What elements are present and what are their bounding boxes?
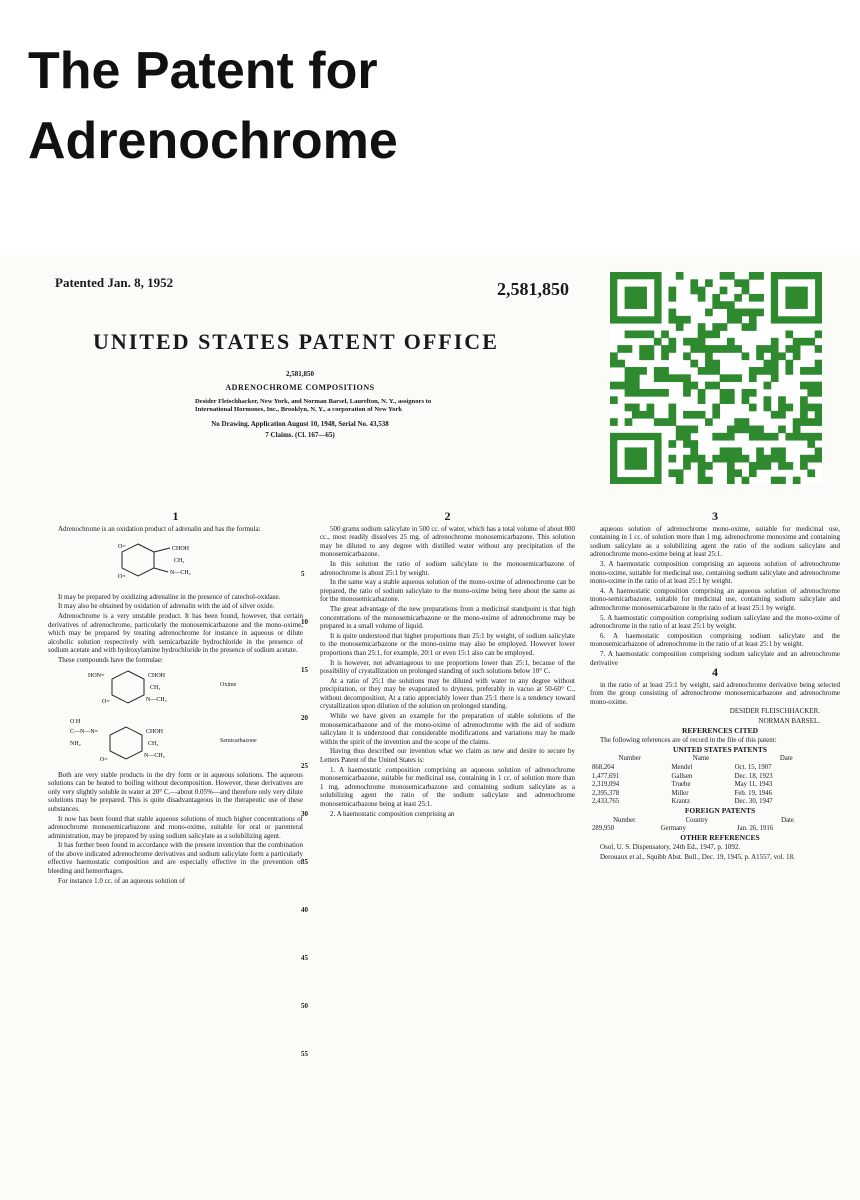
- paragraph: It may be prepared by oxidizing adrenaline in the presence of catechol-oxidase.: [58, 592, 281, 601]
- line-number: 5: [301, 570, 305, 578]
- table-cell: 289,950: [592, 825, 615, 833]
- patented-date: Patented Jan. 8, 1952: [55, 275, 174, 290]
- claim: 3. A haemostatic composition comprising an aqueous solution of adrenochrome mono-oxime, suitable for medicinal use, containing sodium salicylate and adrenochrome mono-oxime in the ratio of at least 25:1 by weight.: [590, 559, 840, 586]
- semicarbazone-label: Semicarbazone: [220, 737, 257, 744]
- claim: 1. A haemostatic composition comprising an aqueous solution of adrenochrome monosemicarbazone, suitable for medicinal use, containing in 1 cc. of solution more than 1 mg. adrenochrome monosemicarbazone and containing sodium salicylate as a solubilizing agent the ratio of the sodium salicylate and adrenochrome monosemicarbazone being at least 25:1.: [320, 765, 575, 808]
- svg-text:NH₂: NH₂: [70, 740, 81, 747]
- table-cell: Feb. 19, 1946: [734, 789, 772, 797]
- svg-text:O=: O=: [100, 756, 108, 763]
- paragraph: It is however, not advantageous to use proportions lower than 25:1, because of the possibility of crystallization on prolonged standing of such solutions below 10° C.: [320, 658, 575, 676]
- line-number: 35: [301, 858, 308, 866]
- semicarbazone-formula: [70, 715, 303, 767]
- table-header: Number: [618, 755, 641, 763]
- table-cell: 868,204: [592, 764, 615, 772]
- paragraph: Both are very stable products in the dry form or in aqueous solutions. The aqueous solutions can be heated to boiling without decomposition. However, these derivatives are only very slightly soluble in water at 20° C.—about 0.05%—and therefore only very dilute solutions may be prepared. This is quite disadvantageous in the therapeutic use of these substances.: [48, 770, 303, 813]
- svg-text:N—CH₃: N—CH₃: [146, 696, 167, 703]
- column-1: [48, 509, 303, 886]
- claim: 6. A haemostatic composition comprising sodium salicylate and the monosemicarbazone of adrenochrome in the ratio of at least 25:1 by weight.: [590, 631, 840, 649]
- headline: The Patent for Adrenochrome: [28, 42, 398, 170]
- table-cell: Gallsen: [671, 772, 693, 780]
- line-number: 20: [301, 714, 308, 722]
- table-cell: 2,433,765: [592, 798, 620, 806]
- table-cell: Truebe: [671, 781, 691, 789]
- qr-code-icon: [610, 272, 822, 484]
- table-cell: Dec. 30, 1947: [734, 798, 773, 806]
- table-row: [590, 781, 840, 790]
- line-number: 50: [301, 1002, 308, 1010]
- table-cell: May 11, 1943: [734, 781, 773, 789]
- line-number: 55: [301, 1050, 308, 1058]
- paragraph: In the same way a stable aqueous solution of the mono-oxime of adrenochrome can be prepared, the ratio of sodium salicylate to the mono-oxime being here about the same as for the monosemicarbazone.: [320, 578, 575, 604]
- table-cell: 1,477,691: [592, 772, 620, 780]
- inventors: Desider Fleischhacker, New York, and Norman Barsel, Laurelton, N. Y., assignors to International Hormones, Inc., Brooklyn, N. Y., a corporation of New York: [195, 398, 432, 413]
- paragraph: Having thus described our invention what we claim as new and desire to secure by Letters Patent of the United States is:: [320, 747, 575, 765]
- svg-text:CH₂: CH₂: [148, 740, 159, 747]
- table-header: Country: [685, 816, 708, 824]
- table-cell: Jan. 26, 1916: [736, 825, 774, 833]
- foreign-patents-title: FOREIGN PATENTS: [684, 806, 756, 815]
- patent-number: 2,581,850: [497, 279, 569, 299]
- svg-text:N—CH₃: N—CH₃: [144, 752, 165, 759]
- column-number: 3: [712, 509, 718, 523]
- svg-text:O=: O=: [102, 698, 110, 705]
- column-2: [320, 509, 575, 819]
- paragraph: It may also be obtained by oxidation of adrenalin with the aid of silver oxide.: [58, 602, 275, 611]
- svg-text:CH₂: CH₂: [150, 684, 161, 691]
- line-number: 40: [301, 906, 308, 914]
- claim: 7. A haemostatic composition comprising sodium salicylate and an adrenochrome derivative: [590, 649, 840, 667]
- line-number: 10: [301, 618, 308, 626]
- table-row: [590, 773, 840, 782]
- paragraph: Adrenochrome is an oxidation product of adrenalin and has the formula:: [58, 524, 261, 533]
- table-cell: Dec. 18, 1923: [734, 772, 773, 780]
- svg-text:N—CH₃: N—CH₃: [170, 570, 191, 577]
- claim: 5. A haemostatic composition comprising sodium salicylate and the mono-oxime of adrenochrome in the ratio of at least 25:1 by weight.: [590, 613, 840, 631]
- paragraph: aqueous solution of adrenochrome mono-oxime, suitable for medicinal use, containing in 1 cc. of solution more than 1 mg. adrenochrome monoxime and containing sodium salicylate as a solubilizing agent the ratio of the sodium salicylate and adrenochrome mono-oxime being at least 25:1.: [590, 524, 840, 559]
- oxime-formula: [88, 667, 303, 711]
- other-reference: Osol, U. S. Dispensatory, 24th Ed., 1947, p. 1092.: [600, 843, 741, 852]
- paragraph: The great advantage of the new preparations from a medicinal standpoint is that high concentrations of the monosemicarbazone or the mono-oxime of adrenochrome may be prepared in a small volume of liquid.: [320, 604, 575, 631]
- us-patents-table: [590, 755, 840, 807]
- claims-info: 7 Claims. (Cl. 167—65): [265, 431, 335, 439]
- signature-1: DESIDER FLEISCHHACKER.: [729, 707, 820, 716]
- paragraph: It is quite understood that higher proportions than 25:1 by weight, of sodium salicylate to the monosemicarbazone or the mono-oxime may also be employed. However lower proportions than 25:1, for example, 20:1 or even 15:1 also can be employed.: [320, 631, 575, 657]
- table-header: Name: [692, 755, 710, 763]
- table-cell: Mendel: [671, 764, 693, 772]
- small-patent-number: 2,581,850: [286, 370, 314, 378]
- svg-text:CH₂: CH₂: [174, 558, 185, 565]
- svg-text:CHOH: CHOH: [172, 546, 190, 553]
- other-references-title: OTHER REFERENCES: [680, 832, 760, 842]
- table-cell: Oct. 15, 1907: [734, 764, 772, 772]
- paragraph: It now has been found that stable aqueous solutions of much higher concentrations of adrenochrome monosemicarbazone and mono-oxime, suitable for oral or parenteral administration, may be prepared by using sodium salicylate as a solubilizing agent.: [48, 814, 303, 840]
- signature-2: NORMAN BARSEL.: [758, 717, 820, 726]
- column-number: 2: [444, 509, 451, 523]
- paragraph: These compounds have the formulae:: [58, 655, 163, 664]
- paragraph: In this solution the ratio of sodium salicylate to the monosemicarbazone of adrenochrome is about 25:1 by weight.: [320, 559, 575, 577]
- claim: 2. A haemostatic composition comprising an: [330, 809, 455, 818]
- paragraph: At a ratio of 25:1 the solutions may be diluted with water to any degree without precipitation, or they may be evaporated to dryness, preferably in vacuo at 50-60° C., without decomposition. At a ratio appreciably lower than 25:1 there is a tendency toward crystallization upon dilution of the solution on prolonged standing.: [320, 676, 575, 711]
- paragraph: Adrenochrome is a very unstable product. It has been found, however, that certain derivatives of adrenochrome, particularly the monosemicarbazone and the mono-oxime, which may be prepared by treating adrenochrome for instance in aqueous or dilute alcoholic solution respectively with semicarbazide hydrochloride in the presence of sodium acetate and with hydroxylamine hydrochloride in the presence of sodium acetate.: [48, 611, 303, 655]
- line-number: 45: [301, 954, 308, 962]
- column-number: 1: [172, 509, 179, 523]
- patent-meta: [150, 370, 450, 442]
- us-patents-title: UNITED STATES PATENTS: [672, 744, 768, 754]
- svg-text:HON=: HON=: [88, 672, 105, 679]
- application-info: No Drawing. Application August 10, 1948, Serial No. 43,538: [211, 420, 389, 428]
- paragraph: It has further been found in accordance with the present invention that the combination of the above indicated adrenochrome derivatives and sodium salicylate form a particularly effective haemostatic composition and are especially effective in the prevention of bleeding and hemorrhages.: [48, 841, 303, 876]
- paragraph: 500 grams sodium salicylate in 500 cc. of water, which has a total volume of about 800 cc., most readily dissolves 25 mg. of adrenochrome monosemicarbazone. This solution may be diluted to any degree with distilled water without any precipitation of the monosemicarbazone.: [320, 524, 575, 559]
- foreign-patents-table: [590, 817, 840, 834]
- semicarbazone-formula-icon: [70, 715, 210, 767]
- svg-text:C—N—N=: C—N—N=: [70, 728, 99, 735]
- table-row: [590, 764, 840, 773]
- oxime-formula-icon: [88, 667, 208, 711]
- paragraph: While we have given an example for the preparation of stable solutions of the monosemicarbazone and of the mono-oxime of adrenochrome with the aid of sodium salicylate it is understood that considerable modifications and variations may be made within the spirit of the invention and the scope of the claims.: [320, 712, 575, 746]
- claim: 4. A haemostatic composition comprising an aqueous solution of adrenochrome mono-semicarbazone, suitable for medicinal use, containing sodium salicylate and adrenochrome monosemicarbazone in the ratio of at least 25:1 by weight.: [590, 586, 840, 612]
- svg-text:O=: O=: [118, 544, 126, 551]
- adrenochrome-formula-icon: [118, 538, 228, 584]
- other-reference: Derouaux et al., Squibb Abst. Bull., Dec. 19, 1945, p. A1557, vol. 18.: [600, 852, 795, 861]
- table-cell: 2,395,378: [592, 789, 620, 797]
- paragraph: in the ratio of at least 25:1 by weight, said adrenochrome derivative being selected from the group consisting of adrenochrome monosemicarbazone and adrenochrome mono-oxime.: [590, 680, 840, 706]
- patent-title: ADRENOCHROME COMPOSITIONS: [225, 383, 375, 392]
- table-cell: 2,319,094: [592, 781, 620, 789]
- svg-text:CHOH: CHOH: [146, 728, 164, 735]
- table-header: Number: [613, 816, 636, 824]
- table-row: [590, 790, 840, 799]
- table-cell: Krantz: [671, 798, 690, 806]
- table-cell: Miller: [671, 789, 689, 797]
- column-number: 4: [712, 665, 718, 680]
- svg-text:O=: O=: [118, 574, 126, 581]
- table-header: Date: [779, 755, 793, 763]
- table-header: Date: [781, 816, 794, 824]
- references-title: REFERENCES CITED: [681, 725, 759, 735]
- svg-text:O H: O H: [70, 718, 81, 725]
- line-number: 15: [301, 666, 308, 674]
- table-cell: Germany: [660, 825, 686, 833]
- line-number: 25: [301, 762, 308, 770]
- line-number: 30: [301, 810, 308, 818]
- office-title: UNITED STATES PATENT OFFICE: [93, 329, 499, 354]
- oxime-label: Oxime: [220, 681, 237, 688]
- column-3: [590, 509, 840, 863]
- references-intro: The following references are of record in the file of this patent:: [600, 736, 777, 745]
- paragraph: For instance 1.0 cc. of an aqueous solution of: [58, 876, 186, 885]
- svg-text:CHOH: CHOH: [148, 672, 166, 679]
